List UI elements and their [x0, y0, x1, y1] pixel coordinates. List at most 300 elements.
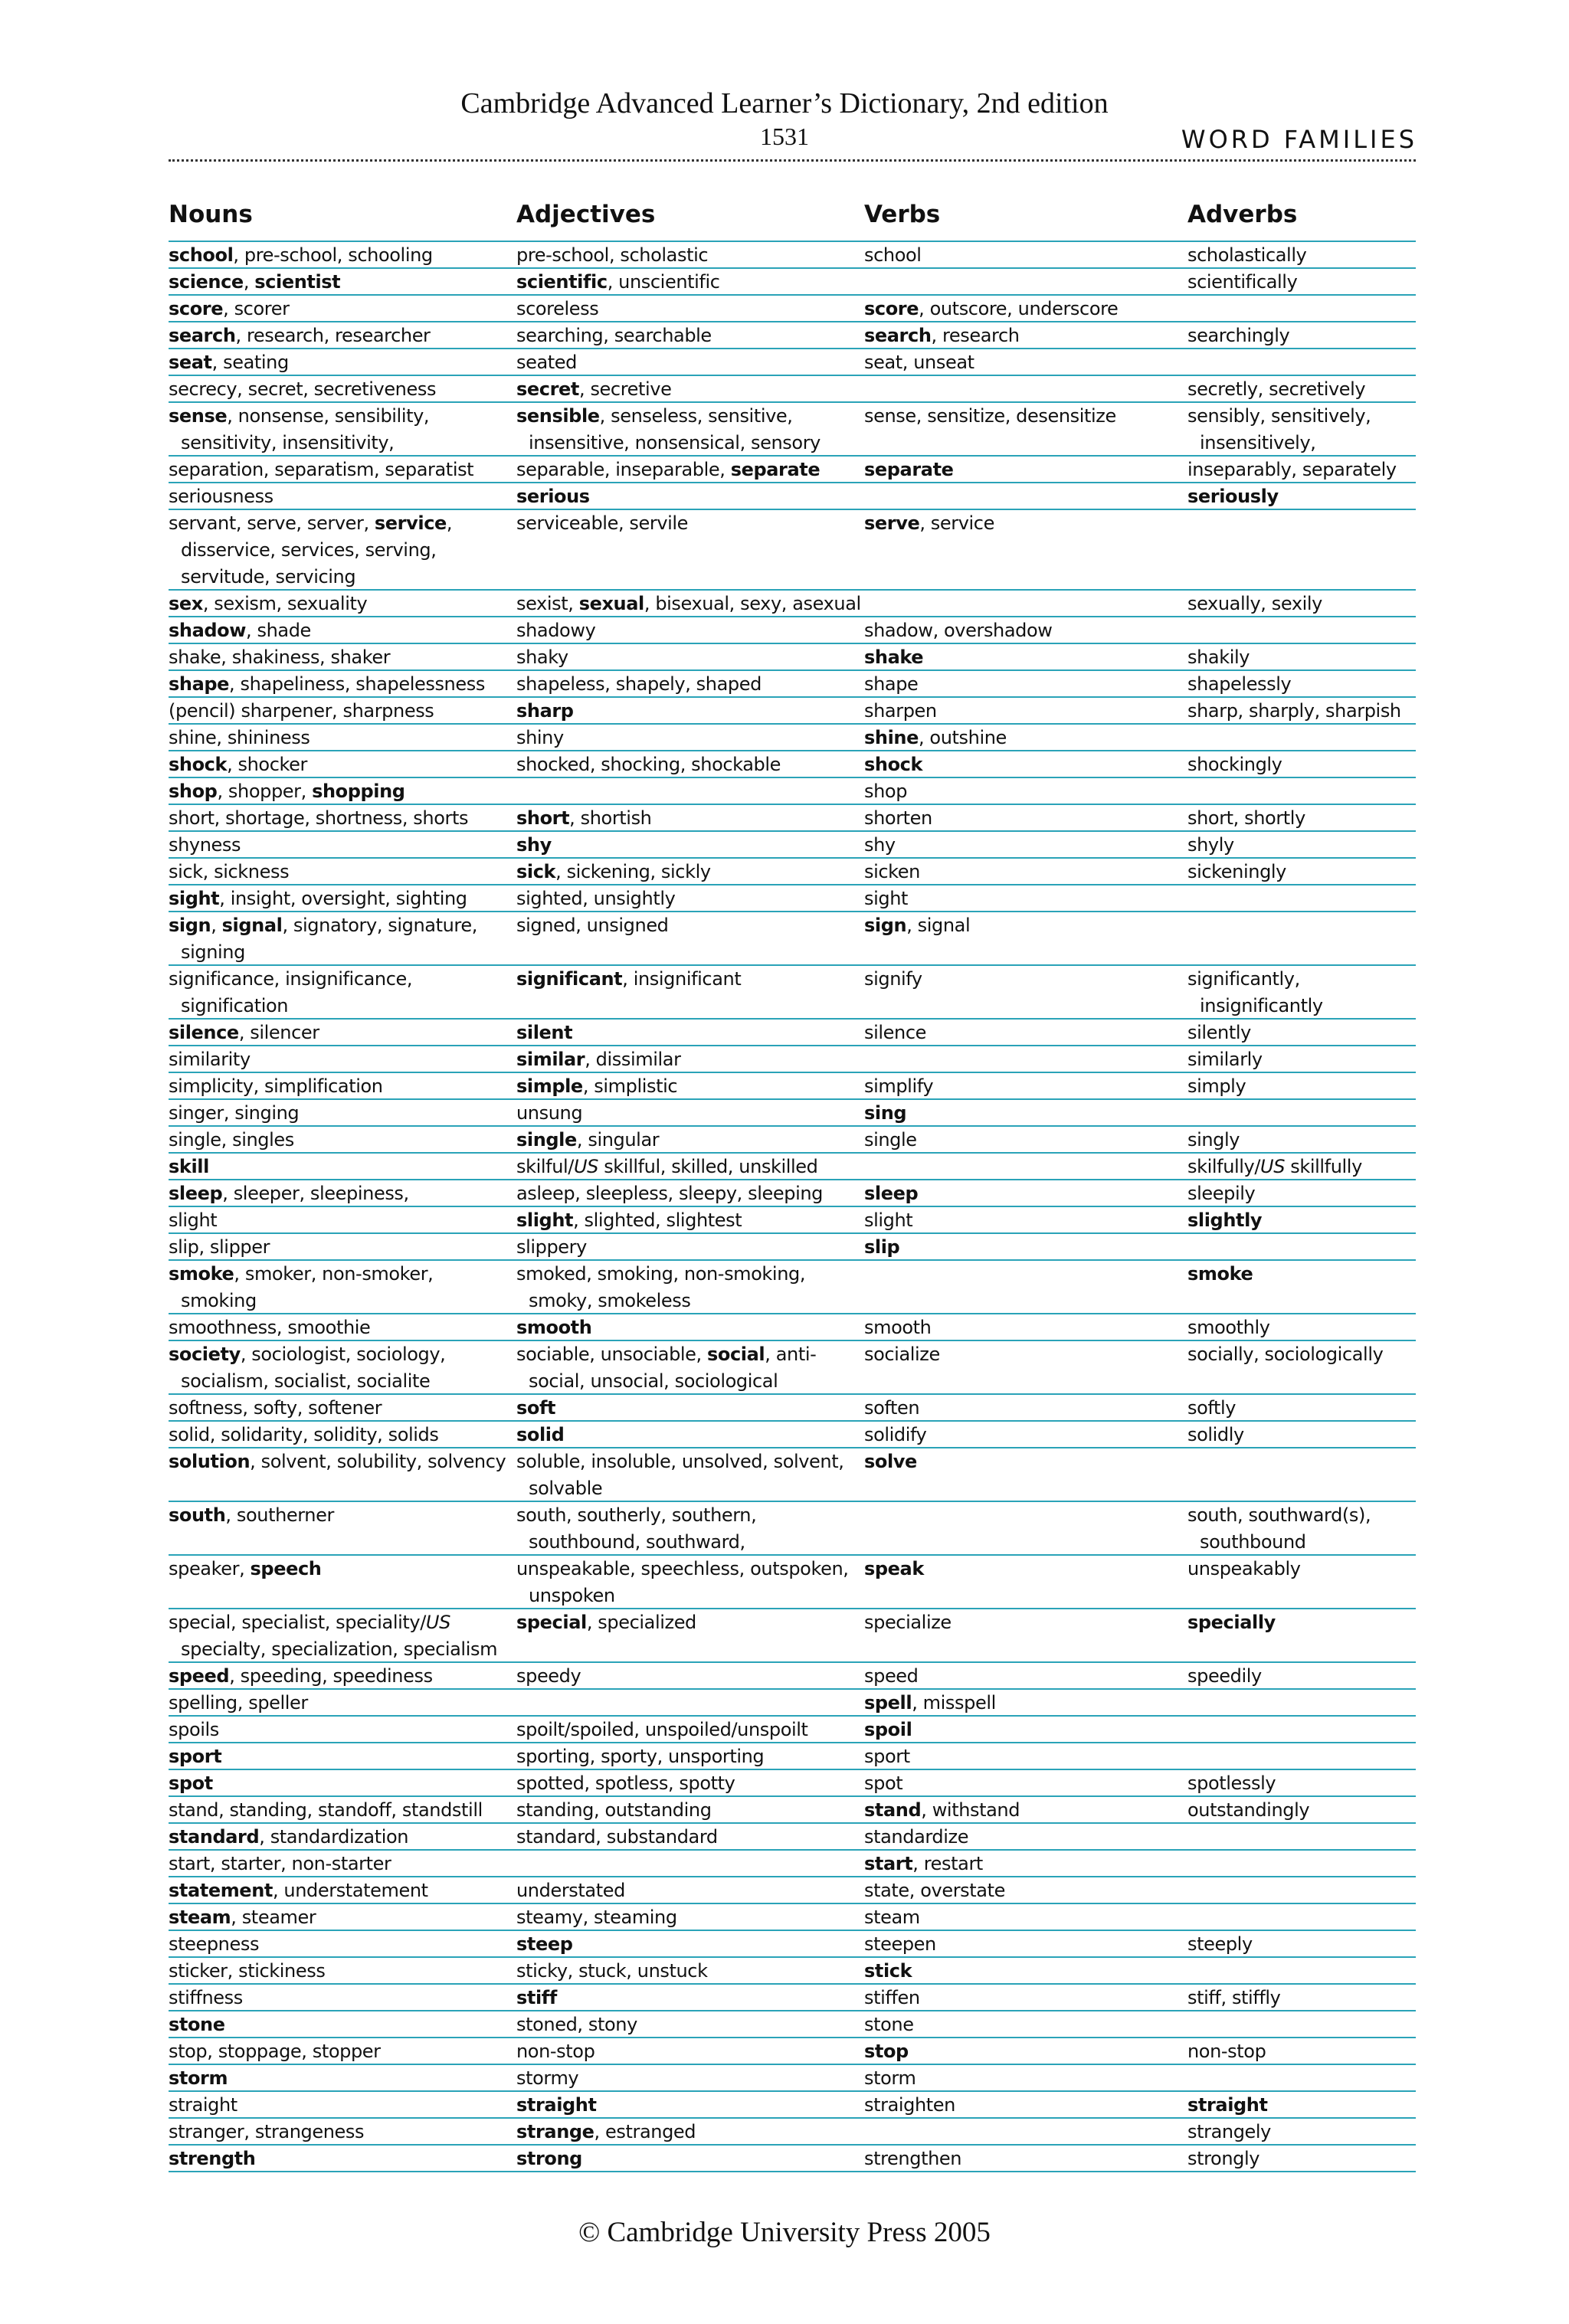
cell-nouns — [169, 1046, 516, 1072]
related-word-text: stop, stoppage, stopper — [169, 2041, 381, 2062]
related-word-text: special, specialist, speciality/ — [169, 1612, 426, 1633]
cell-adjectives — [516, 1663, 864, 1688]
related-word-text: single, singles — [169, 1129, 294, 1151]
related-word-text: , unscientific — [607, 271, 720, 293]
related-word-text: , slighted, slightest — [573, 1209, 742, 1231]
cell-nouns — [169, 805, 516, 830]
table-row — [169, 1180, 1416, 1207]
table-row — [169, 751, 1416, 778]
headword-text: single — [516, 1129, 577, 1151]
table-row — [169, 1073, 1416, 1100]
related-word-text: US — [573, 1156, 598, 1177]
headword-text: shock — [864, 754, 923, 775]
related-word-text: softly — [1187, 1397, 1237, 1419]
cell-adjectives — [516, 859, 864, 884]
cell-adjectives — [516, 242, 864, 267]
related-word-text: , signal — [906, 915, 971, 936]
cell-adverbs — [1187, 617, 1416, 643]
headword-text: specially — [1187, 1612, 1276, 1633]
headword-text: significant — [516, 968, 623, 990]
table-row — [169, 510, 1416, 591]
cell-nouns — [169, 966, 516, 1018]
related-word-text: , shocker — [227, 754, 307, 775]
table-row — [169, 1904, 1416, 1931]
cell-adverbs — [1187, 1127, 1416, 1152]
cell-adverbs — [1187, 1958, 1416, 1983]
cell-nouns — [169, 832, 516, 857]
cell-verbs — [864, 1717, 1187, 1742]
headword-text: strong — [516, 2148, 582, 2169]
column-header-verbs: Verbs — [864, 201, 941, 228]
related-word-text: , nonsense, sensibility, sensitivity, insensitivity, — [181, 405, 430, 453]
related-word-text: shape — [864, 673, 919, 695]
headword-text: stiff — [516, 1987, 557, 2008]
cell-adverbs — [1187, 483, 1416, 509]
related-word-text: , solvent, solubility, solvency — [250, 1451, 506, 1472]
cell-adverbs — [1187, 644, 1416, 669]
headword-text: shake — [864, 646, 924, 668]
cell-adverbs — [1187, 2038, 1416, 2064]
related-word-text: stranger, strangeness — [169, 2121, 365, 2142]
cell-adjectives — [516, 1743, 864, 1769]
cell-nouns — [169, 1609, 516, 1661]
related-word-text: south, southerly, southern, southbound, southward, — [516, 1504, 757, 1553]
cell-nouns — [169, 322, 516, 348]
table-row — [169, 322, 1416, 349]
related-word-text: steepen — [864, 1933, 936, 1955]
related-word-text: silently — [1187, 1022, 1251, 1043]
cell-adjectives — [516, 2119, 864, 2144]
headword-text: shop — [169, 781, 218, 802]
cell-verbs — [864, 1180, 1187, 1206]
cell-verbs — [864, 912, 1187, 964]
related-word-text: silence — [864, 1022, 926, 1043]
related-word-text: stiffness — [169, 1987, 243, 2008]
headword-text: stick — [864, 1960, 912, 1982]
cell-nouns — [169, 2092, 516, 2117]
related-word-text: shake, shakiness, shaker — [169, 646, 391, 668]
table-row — [169, 269, 1416, 296]
related-word-text: shakily — [1187, 646, 1250, 668]
related-word-text: , insight, oversight, sighting — [219, 888, 467, 909]
cell-adjectives — [516, 1502, 864, 1554]
related-word-text: single — [864, 1129, 917, 1151]
related-word-text: socialize — [864, 1344, 940, 1365]
related-word-text: school — [864, 244, 922, 266]
related-word-text: unspeakable, speechless, outspoken, unspoken — [516, 1558, 849, 1606]
related-word-text: skillful, skilled, unskilled — [598, 1156, 818, 1177]
headword-text: sign — [169, 915, 211, 936]
cell-adjectives — [516, 805, 864, 830]
cell-verbs — [864, 269, 1187, 294]
cell-adjectives — [516, 349, 864, 375]
cell-adverbs — [1187, 1314, 1416, 1340]
cell-verbs — [864, 1904, 1187, 1930]
table-row — [169, 966, 1416, 1020]
table-row — [169, 376, 1416, 403]
cell-adverbs — [1187, 403, 1416, 455]
headword-text: seat — [169, 352, 212, 373]
table-row — [169, 805, 1416, 832]
cell-verbs — [864, 1020, 1187, 1045]
table-row — [169, 242, 1416, 269]
headword-text: serious — [516, 486, 590, 507]
related-word-text: shyly — [1187, 834, 1234, 856]
cell-verbs — [864, 1770, 1187, 1795]
related-word-text: , senseless, sensitive, insensitive, nonsensical, sensory — [529, 405, 821, 453]
cell-verbs — [864, 1207, 1187, 1232]
related-word-text: , sleeper, sleepiness, — [222, 1183, 409, 1204]
cell-adjectives — [516, 1609, 864, 1661]
headword-text: straight — [1187, 2094, 1268, 2116]
related-word-text: shadowy — [516, 620, 596, 641]
cell-nouns — [169, 1663, 516, 1688]
cell-nouns — [169, 617, 516, 643]
headword-text: signal — [221, 915, 283, 936]
related-word-text: sharp, sharply, sharpish — [1187, 700, 1401, 722]
cell-nouns — [169, 1180, 516, 1206]
cell-adverbs — [1187, 2065, 1416, 2090]
cell-verbs — [864, 349, 1187, 375]
table-row — [169, 1743, 1416, 1770]
related-word-text: , bisexual, sexy, asexual — [644, 593, 861, 614]
cell-adverbs — [1187, 859, 1416, 884]
headword-text: sport — [169, 1746, 222, 1767]
headword-text: school — [169, 244, 234, 266]
table-row — [169, 1020, 1416, 1046]
cell-nouns — [169, 885, 516, 911]
headword-text: shopping — [312, 781, 405, 802]
cell-adjectives — [516, 912, 864, 964]
related-word-text: , singular — [576, 1129, 660, 1151]
related-word-text: similarly — [1187, 1049, 1263, 1070]
related-word-text: solidly — [1187, 1424, 1244, 1445]
related-word-text: , service — [919, 512, 994, 534]
table-row — [169, 1154, 1416, 1180]
cell-adverbs — [1187, 510, 1416, 589]
cell-verbs — [864, 1261, 1187, 1313]
cell-verbs — [864, 2119, 1187, 2144]
related-word-text: , dissimilar — [585, 1049, 681, 1070]
cell-nouns — [169, 2011, 516, 2037]
headword-text: standard — [169, 1826, 260, 1848]
related-word-text: spotted, spotless, spotty — [516, 1772, 735, 1794]
related-word-text: , withstand — [921, 1799, 1020, 1821]
cell-nouns — [169, 1100, 516, 1125]
cell-adverbs — [1187, 1717, 1416, 1742]
cell-adverbs — [1187, 1448, 1416, 1501]
headword-text: sign — [864, 915, 907, 936]
related-word-text: seat, unseat — [864, 352, 974, 373]
table-row — [169, 1824, 1416, 1851]
cell-verbs — [864, 778, 1187, 804]
related-word-text: smoked, smoking, non-smoking, smoky, smokeless — [516, 1263, 806, 1311]
cell-adverbs — [1187, 1073, 1416, 1098]
cell-adverbs — [1187, 242, 1416, 267]
related-word-text: spotlessly — [1187, 1772, 1276, 1794]
cell-nouns — [169, 510, 516, 589]
headword-text: similar — [516, 1049, 585, 1070]
cell-adverbs — [1187, 269, 1416, 294]
cell-verbs — [864, 242, 1187, 267]
cell-adjectives — [516, 2092, 864, 2117]
cell-nouns — [169, 1422, 516, 1447]
cell-adverbs — [1187, 1931, 1416, 1956]
cell-adjectives — [516, 2038, 864, 2064]
related-word-text: sicken — [864, 861, 920, 882]
related-word-text: soluble, insoluble, unsolved, solvent, solvable — [516, 1451, 844, 1499]
cell-adjectives — [516, 2146, 864, 2171]
cell-verbs — [864, 322, 1187, 348]
cell-adverbs — [1187, 1904, 1416, 1930]
cell-nouns — [169, 376, 516, 401]
cell-adverbs — [1187, 322, 1416, 348]
related-word-text: , shopper, — [217, 781, 313, 802]
headword-text: stone — [169, 2014, 225, 2035]
related-word-text: standing, outstanding — [516, 1799, 712, 1821]
related-word-text: solid, solidarity, solidity, solids — [169, 1424, 439, 1445]
related-word-text: steamy, steaming — [516, 1907, 677, 1928]
cell-adjectives — [516, 1073, 864, 1098]
table-row — [169, 1341, 1416, 1395]
related-word-text: softness, softy, softener — [169, 1397, 382, 1419]
cell-adjectives — [516, 1690, 864, 1715]
cell-adjectives — [516, 644, 864, 669]
headword-text: sexual — [578, 593, 644, 614]
related-word-text: sexist, — [516, 593, 579, 614]
cell-nouns — [169, 1502, 516, 1554]
cell-adjectives — [516, 1556, 864, 1608]
headword-text: strange — [516, 2121, 595, 2142]
cell-adjectives — [516, 1797, 864, 1822]
cell-adjectives — [516, 1261, 864, 1313]
cell-verbs — [864, 859, 1187, 884]
headword-text: shy — [516, 834, 552, 856]
related-word-text: south, southward(s), southbound — [1187, 1504, 1371, 1553]
cell-verbs — [864, 1046, 1187, 1072]
cell-adverbs — [1187, 2146, 1416, 2171]
cell-verbs — [864, 966, 1187, 1018]
cell-verbs — [864, 403, 1187, 455]
headword-text: short — [516, 807, 570, 829]
cell-nouns — [169, 2146, 516, 2171]
cell-adverbs — [1187, 725, 1416, 750]
related-word-text: spoilt/spoiled, unspoiled/unspoilt — [516, 1719, 808, 1740]
cell-verbs — [864, 1609, 1187, 1661]
table-row — [169, 457, 1416, 483]
related-word-text: sporting, sporty, unsporting — [516, 1746, 765, 1767]
headword-text: simple — [516, 1075, 583, 1097]
cell-nouns — [169, 725, 516, 750]
cell-adverbs — [1187, 1609, 1416, 1661]
cell-verbs — [864, 832, 1187, 857]
cell-nouns — [169, 1797, 516, 1822]
headword-text: silence — [169, 1022, 239, 1043]
cell-nouns — [169, 1127, 516, 1152]
cell-verbs — [864, 591, 1187, 616]
table-row — [169, 1877, 1416, 1904]
headword-text: smoke — [169, 1263, 234, 1285]
related-word-text: solidify — [864, 1424, 927, 1445]
dotted-rule-divider — [169, 159, 1416, 162]
related-word-text: similarity — [169, 1049, 251, 1070]
related-word-text: , signatory, signature, signing — [181, 915, 477, 963]
related-word-text: stormy — [516, 2067, 579, 2089]
related-word-text: slight — [169, 1209, 218, 1231]
cell-nouns — [169, 1904, 516, 1930]
related-word-text: separation, separatism, separatist — [169, 459, 474, 480]
cell-adjectives — [516, 1851, 864, 1876]
related-word-text: shapelessly — [1187, 673, 1292, 695]
related-word-text: separable, inseparable, — [516, 459, 731, 480]
related-word-text: secrecy, secret, secretiveness — [169, 378, 437, 400]
headword-text: serve — [864, 512, 920, 534]
cell-adverbs — [1187, 1207, 1416, 1232]
related-word-text: , scorer — [223, 298, 290, 319]
headword-text: steam — [169, 1907, 231, 1928]
related-word-text: secretly, secretively — [1187, 378, 1366, 400]
related-word-text: spot — [864, 1772, 903, 1794]
cell-adverbs — [1187, 885, 1416, 911]
word-families-table — [169, 188, 1416, 2172]
cell-verbs — [864, 698, 1187, 723]
table-row — [169, 1502, 1416, 1556]
cell-adjectives — [516, 376, 864, 401]
headword-text: special — [516, 1612, 587, 1633]
cell-adverbs — [1187, 2011, 1416, 2037]
table-row — [169, 1100, 1416, 1127]
cell-nouns — [169, 1207, 516, 1232]
cell-adjectives — [516, 1234, 864, 1259]
related-word-text: stiffen — [864, 1987, 920, 2008]
cell-nouns — [169, 403, 516, 455]
cell-nouns — [169, 1020, 516, 1045]
cell-verbs — [864, 885, 1187, 911]
table-row — [169, 698, 1416, 725]
cell-nouns — [169, 1448, 516, 1501]
table-row — [169, 912, 1416, 966]
cell-adjectives — [516, 1770, 864, 1795]
related-word-text: , pre-school, schooling — [233, 244, 433, 266]
table-row — [169, 2119, 1416, 2146]
headword-text: shock — [169, 754, 228, 775]
cell-verbs — [864, 1958, 1187, 1983]
cell-adjectives — [516, 269, 864, 294]
table-row — [169, 725, 1416, 751]
related-word-text: steeply — [1187, 1933, 1253, 1955]
related-word-text: soften — [864, 1397, 920, 1419]
table-row — [169, 1690, 1416, 1717]
related-word-text: sleepily — [1187, 1183, 1256, 1204]
cell-adverbs — [1187, 912, 1416, 964]
headword-text: score — [169, 298, 224, 319]
cell-adjectives — [516, 966, 864, 1018]
related-word-text: understated — [516, 1880, 625, 1901]
headword-text: sleep — [169, 1183, 223, 1204]
related-word-text: signify — [864, 968, 922, 990]
cell-verbs — [864, 1663, 1187, 1688]
related-word-text: shine, shininess — [169, 727, 310, 748]
cell-adverbs — [1187, 1851, 1416, 1876]
cell-adjectives — [516, 698, 864, 723]
related-word-text: sociable, unsociable, — [516, 1344, 707, 1365]
cell-adjectives — [516, 1127, 864, 1152]
table-row — [169, 296, 1416, 322]
cell-nouns — [169, 1073, 516, 1098]
headword-text: soft — [516, 1397, 556, 1419]
table-row — [169, 859, 1416, 885]
related-word-text: skillfully — [1285, 1156, 1362, 1177]
headword-text: solution — [169, 1451, 251, 1472]
column-header-adverbs: Adverbs — [1187, 201, 1298, 228]
cell-adverbs — [1187, 1422, 1416, 1447]
cell-verbs — [864, 1154, 1187, 1179]
related-word-text: , restart — [912, 1853, 983, 1874]
cell-verbs — [864, 1824, 1187, 1849]
headword-text: spoil — [864, 1719, 912, 1740]
headword-text: steep — [516, 1933, 573, 1955]
related-word-text: asleep, sleepless, sleepy, sleeping — [516, 1183, 823, 1204]
cell-adverbs — [1187, 1395, 1416, 1420]
headword-text: speak — [864, 1558, 924, 1579]
related-word-text: sense, sensitize, desensitize — [864, 405, 1116, 427]
cell-verbs — [864, 457, 1187, 482]
related-word-text: sharpen — [864, 700, 937, 722]
cell-verbs — [864, 1690, 1187, 1715]
cell-verbs — [864, 1931, 1187, 1956]
table-row — [169, 885, 1416, 912]
table-row — [169, 1127, 1416, 1154]
related-word-text: speaker, — [169, 1558, 251, 1579]
cell-adjectives — [516, 1207, 864, 1232]
cell-verbs — [864, 296, 1187, 321]
table-row — [169, 2092, 1416, 2119]
table-row — [169, 1046, 1416, 1073]
headword-text: south — [169, 1504, 226, 1526]
headword-text: solve — [864, 1451, 917, 1472]
cell-verbs — [864, 1743, 1187, 1769]
cell-nouns — [169, 1556, 516, 1608]
related-word-text: , outscore, underscore — [919, 298, 1119, 319]
section-label: WORD FAMILIES — [1181, 125, 1417, 154]
cell-adjectives — [516, 1341, 864, 1393]
cell-adverbs — [1187, 698, 1416, 723]
table-row — [169, 1422, 1416, 1448]
table-row — [169, 2011, 1416, 2038]
table-row — [169, 483, 1416, 510]
related-word-text: shockingly — [1187, 754, 1282, 775]
cell-adjectives — [516, 322, 864, 348]
related-word-text: , simplistic — [582, 1075, 678, 1097]
related-word-text: spoils — [169, 1719, 219, 1740]
table-row — [169, 832, 1416, 859]
headword-text: strength — [169, 2148, 256, 2169]
cell-nouns — [169, 269, 516, 294]
related-word-text: sport — [864, 1746, 910, 1767]
cell-nouns — [169, 296, 516, 321]
cell-nouns — [169, 1770, 516, 1795]
related-word-text: standardize — [864, 1826, 969, 1848]
cell-nouns — [169, 912, 516, 964]
related-word-text: serviceable, servile — [516, 512, 689, 534]
cell-verbs — [864, 1314, 1187, 1340]
related-word-text: , speeding, speediness — [229, 1665, 433, 1687]
related-word-text: , outshine — [918, 727, 1007, 748]
cell-adverbs — [1187, 832, 1416, 857]
cell-adjectives — [516, 725, 864, 750]
cell-verbs — [864, 1234, 1187, 1259]
table-row — [169, 2065, 1416, 2092]
